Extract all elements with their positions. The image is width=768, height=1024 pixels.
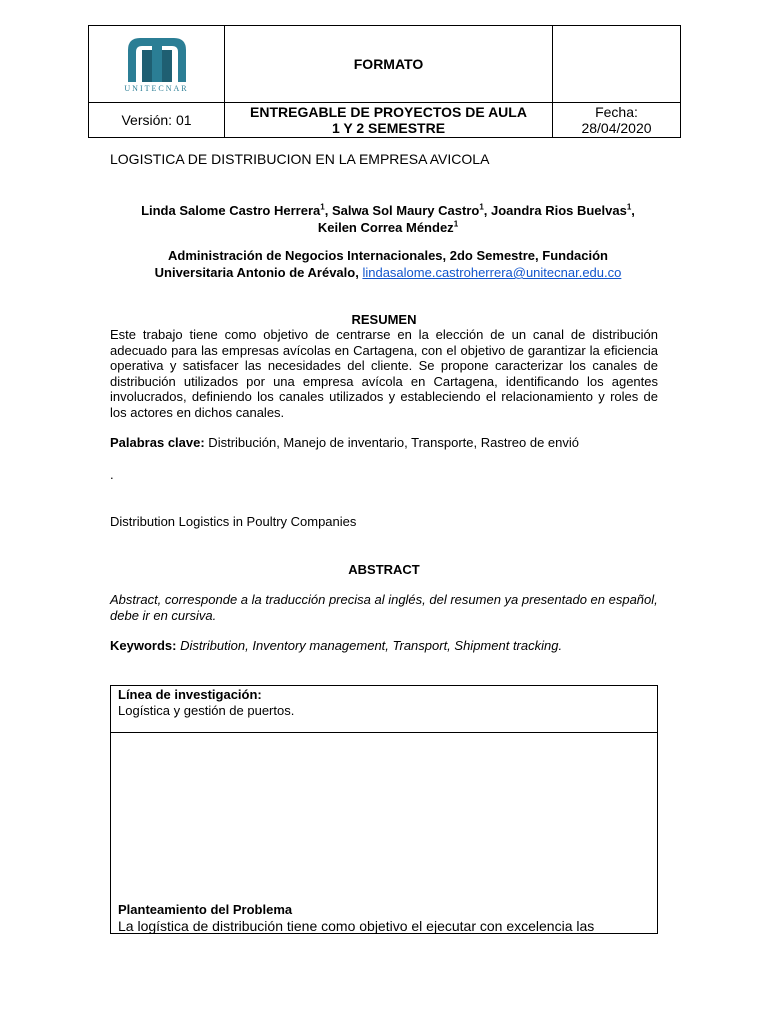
stray-dot: . — [110, 467, 114, 482]
version-cell: Versión: 01 — [89, 103, 225, 138]
date-label: Fecha: — [595, 104, 638, 120]
keywords-label: Keywords: — [110, 638, 177, 653]
date-value: 28/04/2020 — [581, 120, 652, 136]
authors: Linda Salome Castro Herrera$^1$, Salwa Sol Maury Castro$^1$, Joandra Rios Buelvas$^1$, Keilen Correa Méndez$^1$ — [141, 202, 635, 235]
author-superscript: 1 — [626, 202, 632, 212]
project-line-1: ENTREGABLE DE PROYECTOS DE AULA — [250, 104, 527, 120]
keywords — [110, 638, 562, 653]
resumen-body: Este trabajo tiene como objetivo de centrarse en la elección de un canal de distribución adecuado para las empresas avícolas en Cartagena, con el objetivo de garantizar la eficiencia operativa y satisfacer las necesidades del cliente. Se propone caracterizar los canales de distribución utilizados por una empresa avícola en Cartagena, identificando los agentes involucrados, definiendo los canales utilizados y estableciendo el relacionamiento y roles de los actores en dichos canales. — [110, 327, 658, 420]
problem-text: La logística de distribución tiene como objetivo el ejecutar con excelencia las — [118, 918, 595, 934]
document-header-table — [88, 25, 681, 138]
table-divider — [111, 732, 657, 733]
format-title: FORMATO — [225, 26, 553, 103]
research-line-label: Línea de investigación: — [118, 687, 262, 702]
affiliation — [110, 247, 666, 281]
logo-cell — [89, 26, 225, 103]
affiliation-line-1: Administración de Negocios Internacionales, 2do Semestre, Fundación — [168, 248, 608, 263]
author-name: Salwa Sol Maury Castro — [331, 203, 480, 218]
research-table — [110, 685, 658, 934]
abstract-heading: ABSTRACT — [348, 562, 420, 577]
author-superscript: 1 — [320, 202, 325, 212]
author-name: Keilen Correa Méndez — [317, 220, 454, 235]
abstract-body: Abstract, corresponde a la traducción precisa al inglés, del resumen ya presentado en español, debe ir en cursiva. — [110, 592, 658, 623]
affiliation-line-2: Universitaria Antonio de Arévalo, — [154, 265, 359, 280]
keywords-value: Distribution, Inventory management, Transport, Shipment tracking. — [176, 638, 563, 653]
author-superscript: 1 — [479, 202, 484, 212]
problem-label: Planteamiento del Problema — [118, 902, 293, 917]
palabras-clave-label: Palabras clave: — [110, 435, 205, 450]
date-cell — [553, 103, 681, 138]
author-email-link[interactable]: lindasalome.castroherrera@unitecnar.edu.co — [362, 265, 622, 280]
empty-header-cell — [553, 26, 681, 103]
research-line-value: Logística y gestión de puertos. — [118, 703, 295, 718]
logo-wordmark: UNITECNAR — [124, 83, 189, 93]
project-line-2: 1 Y 2 SEMESTRE — [331, 120, 446, 136]
project-cell — [225, 103, 553, 138]
english-title: Distribution Logistics in Poultry Companies — [110, 514, 357, 529]
author-name: Linda Salome Castro Herrera — [141, 203, 321, 218]
resumen-heading: RESUMEN — [351, 312, 417, 327]
document-title: LOGISTICA DE DISTRIBUCION EN LA EMPRESA AVICOLA — [110, 151, 490, 167]
author-name: Joandra Rios Buelvas — [491, 203, 627, 218]
unitecnar-logo — [124, 36, 190, 86]
palabras-clave — [110, 435, 579, 450]
palabras-clave-value: Distribución, Manejo de inventario, Transporte, Rastreo de envió — [204, 435, 579, 450]
author-superscript: 1 — [453, 219, 459, 229]
